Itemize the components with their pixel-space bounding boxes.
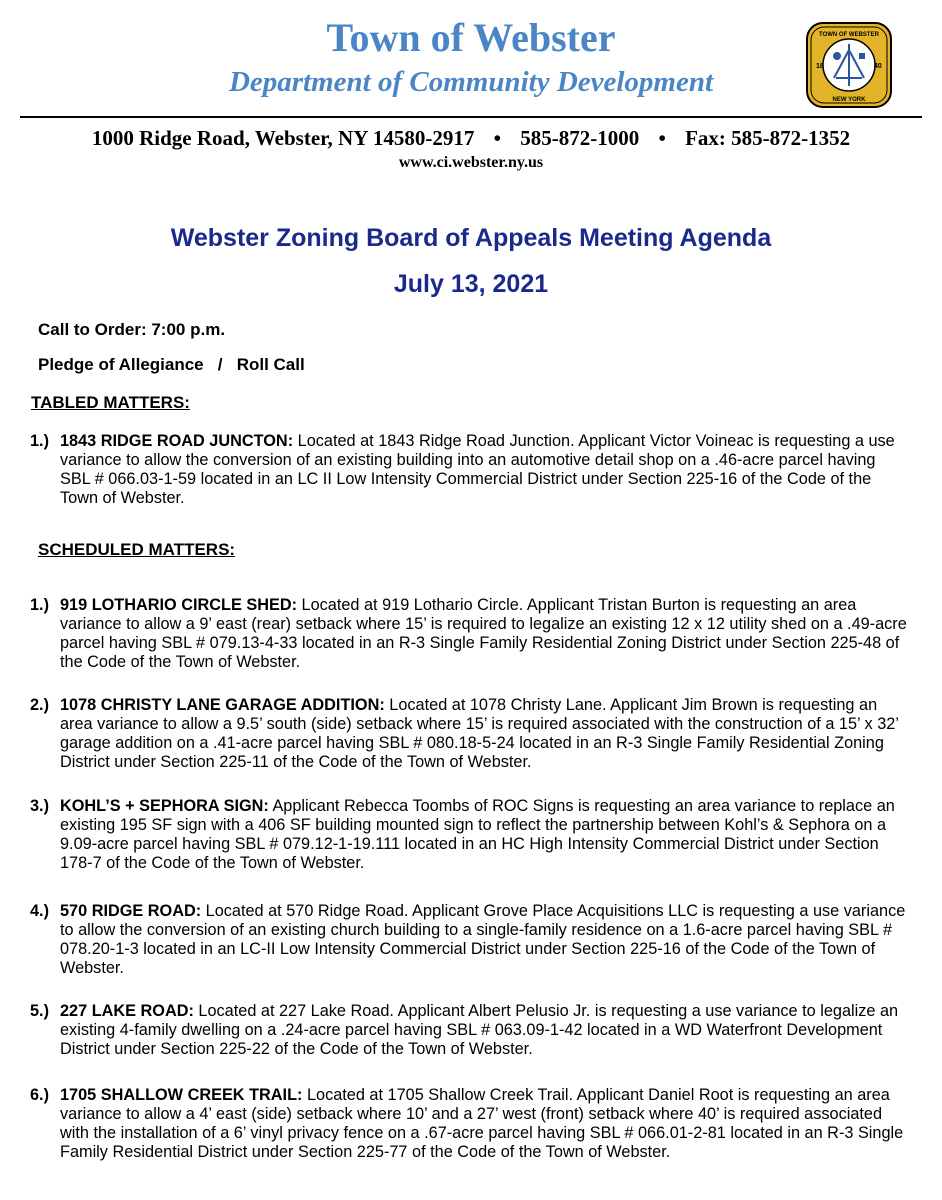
item-number: 6.)	[30, 1086, 50, 1104]
item-number: 5.)	[30, 1002, 50, 1020]
svg-text:18: 18	[816, 63, 824, 70]
item-body: Located at 1705 Shallow Creek Trail. Applicant Daniel Root is requesting an area variance to allow a 4’ east (side) setback where 10’ and a 27’ west (front) setback where 40’ is required associated with the installation of a 6’ vinyl privacy fence on a .67-acre parcel having SBL # 066.01-2-81 located in an R-3 Single Family Residential District under Section 225-77 of the Code of the Town of Webster.	[60, 1086, 904, 1161]
town-seal-logo	[804, 20, 894, 110]
tabled-item	[30, 432, 910, 508]
header-divider	[20, 116, 922, 118]
scheduled-item	[30, 797, 910, 873]
agenda-title: Webster Zoning Board of Appeals Meeting Agenda	[170, 224, 772, 252]
scheduled-item	[30, 596, 910, 672]
agenda-date: July 13, 2021	[393, 270, 549, 298]
item-heading: 1843 RIDGE ROAD JUNCTON:	[60, 432, 294, 450]
item-body: Applicant Rebecca Toombs of ROC Signs is requesting an area variance to replace an existing 195 SF sign with a 406 SF building mounted sign to reflect the partnership between Kohl’s & Sephora on a 9.09-acre parcel having SBL # 079.12-1-19.111 located in an HC High Intensity Commercial District under Section 178-7 of the Code of the Town of Webster.	[60, 797, 895, 872]
svg-text:40: 40	[874, 63, 882, 70]
svg-text:NEW YORK: NEW YORK	[832, 97, 866, 103]
scheduled-matters-heading: SCHEDULED MATTERS:	[38, 540, 236, 559]
item-heading: 919 LOTHARIO CIRCLE SHED:	[60, 596, 298, 614]
fax-number: Fax: 585-872-1352	[685, 126, 851, 150]
item-heading: KOHL’S + SEPHORA SIGN:	[60, 797, 269, 815]
website-link[interactable]: www.ci.webster.ny.us	[398, 154, 544, 171]
phone-number: 585-872-1000	[520, 126, 640, 150]
street-address: 1000 Ridge Road, Webster, NY 14580-2917	[91, 126, 475, 150]
call-to-order: Call to Order: 7:00 p.m.	[38, 320, 226, 339]
scheduled-item	[30, 1002, 910, 1059]
item-number: 1.)	[30, 432, 50, 450]
item-heading: 227 LAKE ROAD:	[60, 1002, 194, 1020]
item-body: Located at 227 Lake Road. Applicant Albert Pelusio Jr. is requesting a use variance to legalize an existing 4-family dwelling on a .24-acre parcel having SBL # 063.09-1-42 located in a WD Waterfront Development District under Section 225-22 of the Code of the Town of Webster.	[60, 1002, 899, 1058]
scheduled-item	[30, 902, 910, 978]
item-heading: 570 RIDGE ROAD:	[60, 902, 202, 920]
department-title: Town of Webster	[326, 15, 616, 60]
pledge-roll-call: Pledge of Allegiance / Roll Call	[38, 355, 305, 374]
item-number: 4.)	[30, 902, 50, 920]
bullet-separator: •	[493, 126, 501, 150]
department-subtitle: Department of Community Development	[228, 66, 714, 98]
scheduled-item	[30, 1086, 910, 1162]
address-line	[0, 124, 942, 152]
item-body: Located at 1843 Ridge Road Junction. Applicant Victor Voineac is requesting a use variance to allow the conversion of an existing building into an automotive detail shop on a .46-acre parcel having SBL # 066.03-1-59 located in an LC II Low Intensity Commercial District under Section 225-16 of the Code of the Town of Webster.	[60, 432, 895, 507]
item-number: 3.)	[30, 797, 50, 815]
item-body: Located at 1078 Christy Lane. Applicant Jim Brown is requesting an area variance to allow a 9.5’ south (side) setback where 15’ is required associated with the construction of a 15’ x 32’ garage addition on a .41-acre parcel having SBL # 080.18-5-24 located in an R-3 Single Family Residential Zoning District under Section 225-11 of the Code of the Town of Webster.	[60, 696, 899, 771]
item-heading: 1705 SHALLOW CREEK TRAIL:	[60, 1086, 303, 1104]
item-heading: 1078 CHRISTY LANE GARAGE ADDITION:	[60, 696, 385, 714]
item-number: 2.)	[30, 696, 50, 714]
svg-text:TOWN OF WEBSTER: TOWN OF WEBSTER	[819, 32, 879, 38]
item-number: 1.)	[30, 596, 50, 614]
bullet-separator: •	[658, 126, 666, 150]
item-body: Located at 919 Lothario Circle. Applicant Tristan Burton is requesting an area variance to allow a 9’ east (rear) setback where 15’ is required to legalize an existing 12 x 12 utility shed on a .49-acre parcel having SBL # 079.13-4-33 located in an R-3 Single Family Residential Zoning District under Section 225-48 of the Code of the Town of Webster.	[60, 596, 907, 671]
tabled-matters-heading: TABLED MATTERS:	[31, 393, 190, 412]
item-body: Located at 570 Ridge Road. Applicant Grove Place Acquisitions LLC is requesting a use variance to allow the conversion of an existing church building to a single-family residence on a 1.6-acre parcel having SBL # 078.20-1-3 located in an LC-II Low Intensity Commercial District under Section 225-16 of the Code of the Town of Webster.	[60, 902, 906, 977]
scheduled-item	[30, 696, 910, 772]
